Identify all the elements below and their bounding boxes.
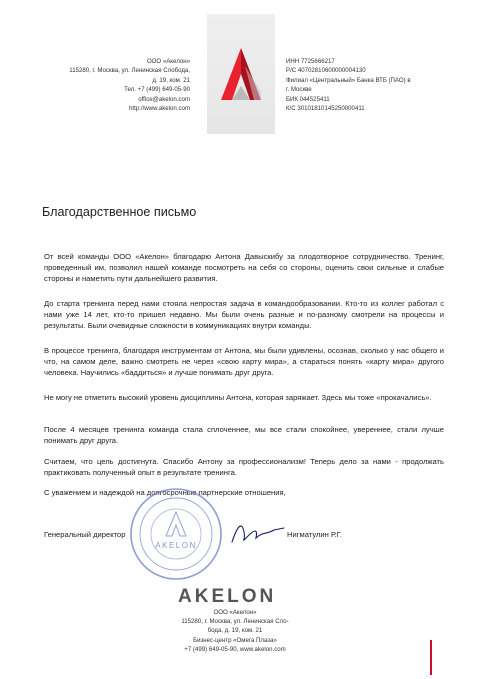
correspondent-account: К/С 30101810145250000411 bbox=[286, 105, 365, 113]
footer-red-accent-line bbox=[430, 640, 432, 675]
company-stamp bbox=[126, 484, 226, 584]
company-phone: Тел. +7 (499) 649-05-90 bbox=[124, 86, 190, 94]
company-name: ООО «Акелон» bbox=[146, 58, 190, 65]
company-website: http://www.akelon.com bbox=[129, 105, 190, 113]
signatory-title: Генеральный директор bbox=[44, 530, 126, 539]
company-contacts bbox=[40, 57, 190, 113]
paragraph-discipline: Не могу не отметить высокий уровень дисциплины Антона, которая заряжает. Здесь мы тоже «прокачались». bbox=[44, 393, 432, 402]
paragraph-result: После 4 месяцев тренинга команда стала сплоченнее, мы все стали спокойнее, увереннее, стали лучше понимать друг друга. bbox=[44, 425, 444, 446]
letter-title: Благодарственное письмо bbox=[42, 205, 197, 219]
footer-address-line-1: 115280, г. Москва, ул. Ленинская Сло- bbox=[181, 618, 289, 626]
akelon-logo-icon bbox=[207, 14, 275, 134]
bank-details bbox=[286, 57, 436, 113]
company-address-room: д. 19, ком. 21 bbox=[152, 76, 190, 84]
bank-branch: Филиал «Центральный» Банка ВТБ (ПАО) в bbox=[286, 76, 411, 84]
company-email: office@akelon.com bbox=[138, 95, 190, 103]
bik: БИК 044525411 bbox=[286, 95, 330, 103]
stamp-center-text: AKELON bbox=[155, 541, 197, 550]
handwritten-signature bbox=[228, 518, 288, 548]
footer-logo-text: AKELON bbox=[178, 586, 277, 607]
paragraph-closing: С уважением и надеждой на долгосрочные партнерские отношения, bbox=[44, 488, 286, 497]
footer-contacts bbox=[160, 608, 310, 654]
footer-company-name: ООО «Акелон» bbox=[213, 609, 257, 616]
paragraph-goal: Считаем, что цель достигнута. Спасибо Антону за профессионализм! Теперь дело за нами - продолжать практиковать полученный опыт в результате тренинга. bbox=[44, 457, 444, 478]
footer-phone-web: +7 (499) 649-05-90, www.akelon.com bbox=[184, 645, 286, 653]
company-address: 115280, г. Москва, ул. Ленинская Слобода, bbox=[69, 67, 190, 75]
paragraph-intro: От всей команды ООО «Акелон» благодарю Антона Давыскибу за плодотворное сотрудничество. Тренинг, проведенный им, позволил нашей команде посмотреть на себя со стороны, оценить свои сильные и слабые стороны и наметить пути дальнейшего развития. bbox=[44, 252, 444, 284]
footer-business-center: Бизнес-центр «Омега Плаза» bbox=[193, 636, 277, 644]
signatory-name: Нигматулин Р.Г. bbox=[287, 530, 342, 539]
akelon-logo-panel bbox=[207, 14, 275, 134]
inn: ИНН 7725666217 bbox=[286, 58, 335, 65]
footer-address-line-2: бода, д. 19, ком. 21 bbox=[207, 627, 263, 635]
bank-city: г. Москве bbox=[286, 86, 312, 94]
settlement-account: Р/С 40702810600000004130 bbox=[286, 67, 366, 75]
paragraph-process: В процессе тренинга, благодаря инструментам от Антона, мы были удивлены, осознав, сколько у нас общего и что, на самом деле, важно смотреть не через «свою карту мира», а стараться понять «карту мира» другого человека. Научились «баддиться» и лучше понимать друг друга. bbox=[44, 346, 444, 378]
paragraph-challenge: До старта тренинга перед нами стояла непростая задача в командообразовании. Кто-то из коллег работал с нами уже 14 лет, кто-то пришел недавно. Мы были очень разные и по-разному смотрели на процессы и результаты. Были очевидные сложности в коммуникациях внутри команды. bbox=[44, 299, 444, 331]
